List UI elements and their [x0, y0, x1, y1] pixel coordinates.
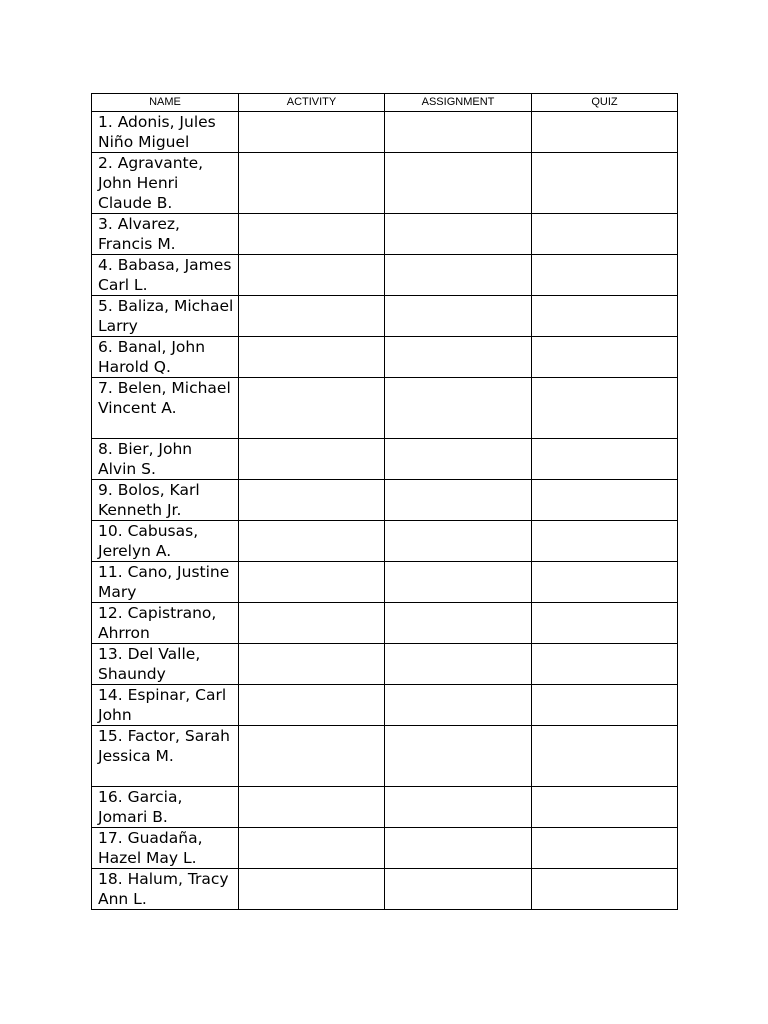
student-name-cell: 12. Capistrano, Ahrron [92, 603, 239, 644]
assignment-cell[interactable] [385, 214, 532, 255]
header-activity: ACTIVITY [239, 94, 385, 112]
header-name: NAME [92, 94, 239, 112]
table-row [92, 521, 678, 562]
quiz-cell[interactable] [532, 562, 678, 603]
activity-cell[interactable] [239, 480, 385, 521]
activity-cell[interactable] [239, 685, 385, 726]
activity-cell[interactable] [239, 521, 385, 562]
activity-cell[interactable] [239, 153, 385, 214]
quiz-cell[interactable] [532, 439, 678, 480]
student-name-cell: 3. Alvarez, Francis M. [92, 214, 239, 255]
table-row [92, 685, 678, 726]
student-name-cell: 6. Banal, John Harold Q. [92, 337, 239, 378]
student-name-cell: 14. Espinar, Carl John [92, 685, 239, 726]
quiz-cell[interactable] [532, 480, 678, 521]
student-name-cell: 7. Belen, Michael Vincent A. [92, 378, 239, 439]
header-row [92, 94, 678, 112]
assignment-cell[interactable] [385, 255, 532, 296]
quiz-cell[interactable] [532, 214, 678, 255]
table-row [92, 296, 678, 337]
assignment-cell[interactable] [385, 112, 532, 153]
table-row [92, 869, 678, 910]
assignment-cell[interactable] [385, 869, 532, 910]
quiz-cell[interactable] [532, 828, 678, 869]
student-name-cell: 1. Adonis, Jules Niño Miguel [92, 112, 239, 153]
roster-body [92, 112, 678, 910]
quiz-cell[interactable] [532, 869, 678, 910]
activity-cell[interactable] [239, 562, 385, 603]
activity-cell[interactable] [239, 828, 385, 869]
assignment-cell[interactable] [385, 726, 532, 787]
assignment-cell[interactable] [385, 787, 532, 828]
grade-roster-table [91, 93, 678, 910]
activity-cell[interactable] [239, 296, 385, 337]
quiz-cell[interactable] [532, 255, 678, 296]
header-quiz: QUIZ [532, 94, 678, 112]
table-row [92, 480, 678, 521]
assignment-cell[interactable] [385, 439, 532, 480]
quiz-cell[interactable] [532, 685, 678, 726]
activity-cell[interactable] [239, 869, 385, 910]
quiz-cell[interactable] [532, 296, 678, 337]
table-row [92, 726, 678, 787]
activity-cell[interactable] [239, 726, 385, 787]
student-name-cell: 8. Bier, John Alvin S. [92, 439, 239, 480]
assignment-cell[interactable] [385, 644, 532, 685]
quiz-cell[interactable] [532, 112, 678, 153]
assignment-cell[interactable] [385, 337, 532, 378]
table-row [92, 439, 678, 480]
student-name-cell: 10. Cabusas, Jerelyn A. [92, 521, 239, 562]
table-row [92, 255, 678, 296]
student-name-cell: 17. Guadaña, Hazel May L. [92, 828, 239, 869]
assignment-cell[interactable] [385, 521, 532, 562]
quiz-cell[interactable] [532, 726, 678, 787]
quiz-cell[interactable] [532, 644, 678, 685]
student-name-cell: 9. Bolos, Karl Kenneth Jr. [92, 480, 239, 521]
assignment-cell[interactable] [385, 828, 532, 869]
quiz-cell[interactable] [532, 521, 678, 562]
assignment-cell[interactable] [385, 480, 532, 521]
table-row [92, 378, 678, 439]
quiz-cell[interactable] [532, 787, 678, 828]
quiz-cell[interactable] [532, 337, 678, 378]
activity-cell[interactable] [239, 644, 385, 685]
quiz-cell[interactable] [532, 378, 678, 439]
student-name-cell: 15. Factor, Sarah Jessica M. [92, 726, 239, 787]
table-row [92, 214, 678, 255]
header-assignment: ASSIGNMENT [385, 94, 532, 112]
table-row [92, 153, 678, 214]
activity-cell[interactable] [239, 337, 385, 378]
activity-cell[interactable] [239, 787, 385, 828]
assignment-cell[interactable] [385, 296, 532, 337]
student-name-cell: 16. Garcia, Jomari B. [92, 787, 239, 828]
student-name-cell: 18. Halum, Tracy Ann L. [92, 869, 239, 910]
table-row [92, 828, 678, 869]
table-row [92, 787, 678, 828]
student-name-cell: 11. Cano, Justine Mary [92, 562, 239, 603]
assignment-cell[interactable] [385, 153, 532, 214]
activity-cell[interactable] [239, 439, 385, 480]
assignment-cell[interactable] [385, 685, 532, 726]
quiz-cell[interactable] [532, 603, 678, 644]
student-name-cell: 13. Del Valle, Shaundy [92, 644, 239, 685]
activity-cell[interactable] [239, 214, 385, 255]
student-name-cell: 4. Babasa, James Carl L. [92, 255, 239, 296]
assignment-cell[interactable] [385, 603, 532, 644]
table-row [92, 337, 678, 378]
table-row [92, 562, 678, 603]
activity-cell[interactable] [239, 112, 385, 153]
activity-cell[interactable] [239, 603, 385, 644]
student-name-cell: 2. Agravante, John Henri Claude B. [92, 153, 239, 214]
table-row [92, 644, 678, 685]
student-name-cell: 5. Baliza, Michael Larry [92, 296, 239, 337]
activity-cell[interactable] [239, 378, 385, 439]
quiz-cell[interactable] [532, 153, 678, 214]
table-row [92, 603, 678, 644]
assignment-cell[interactable] [385, 562, 532, 603]
table-row [92, 112, 678, 153]
assignment-cell[interactable] [385, 378, 532, 439]
activity-cell[interactable] [239, 255, 385, 296]
